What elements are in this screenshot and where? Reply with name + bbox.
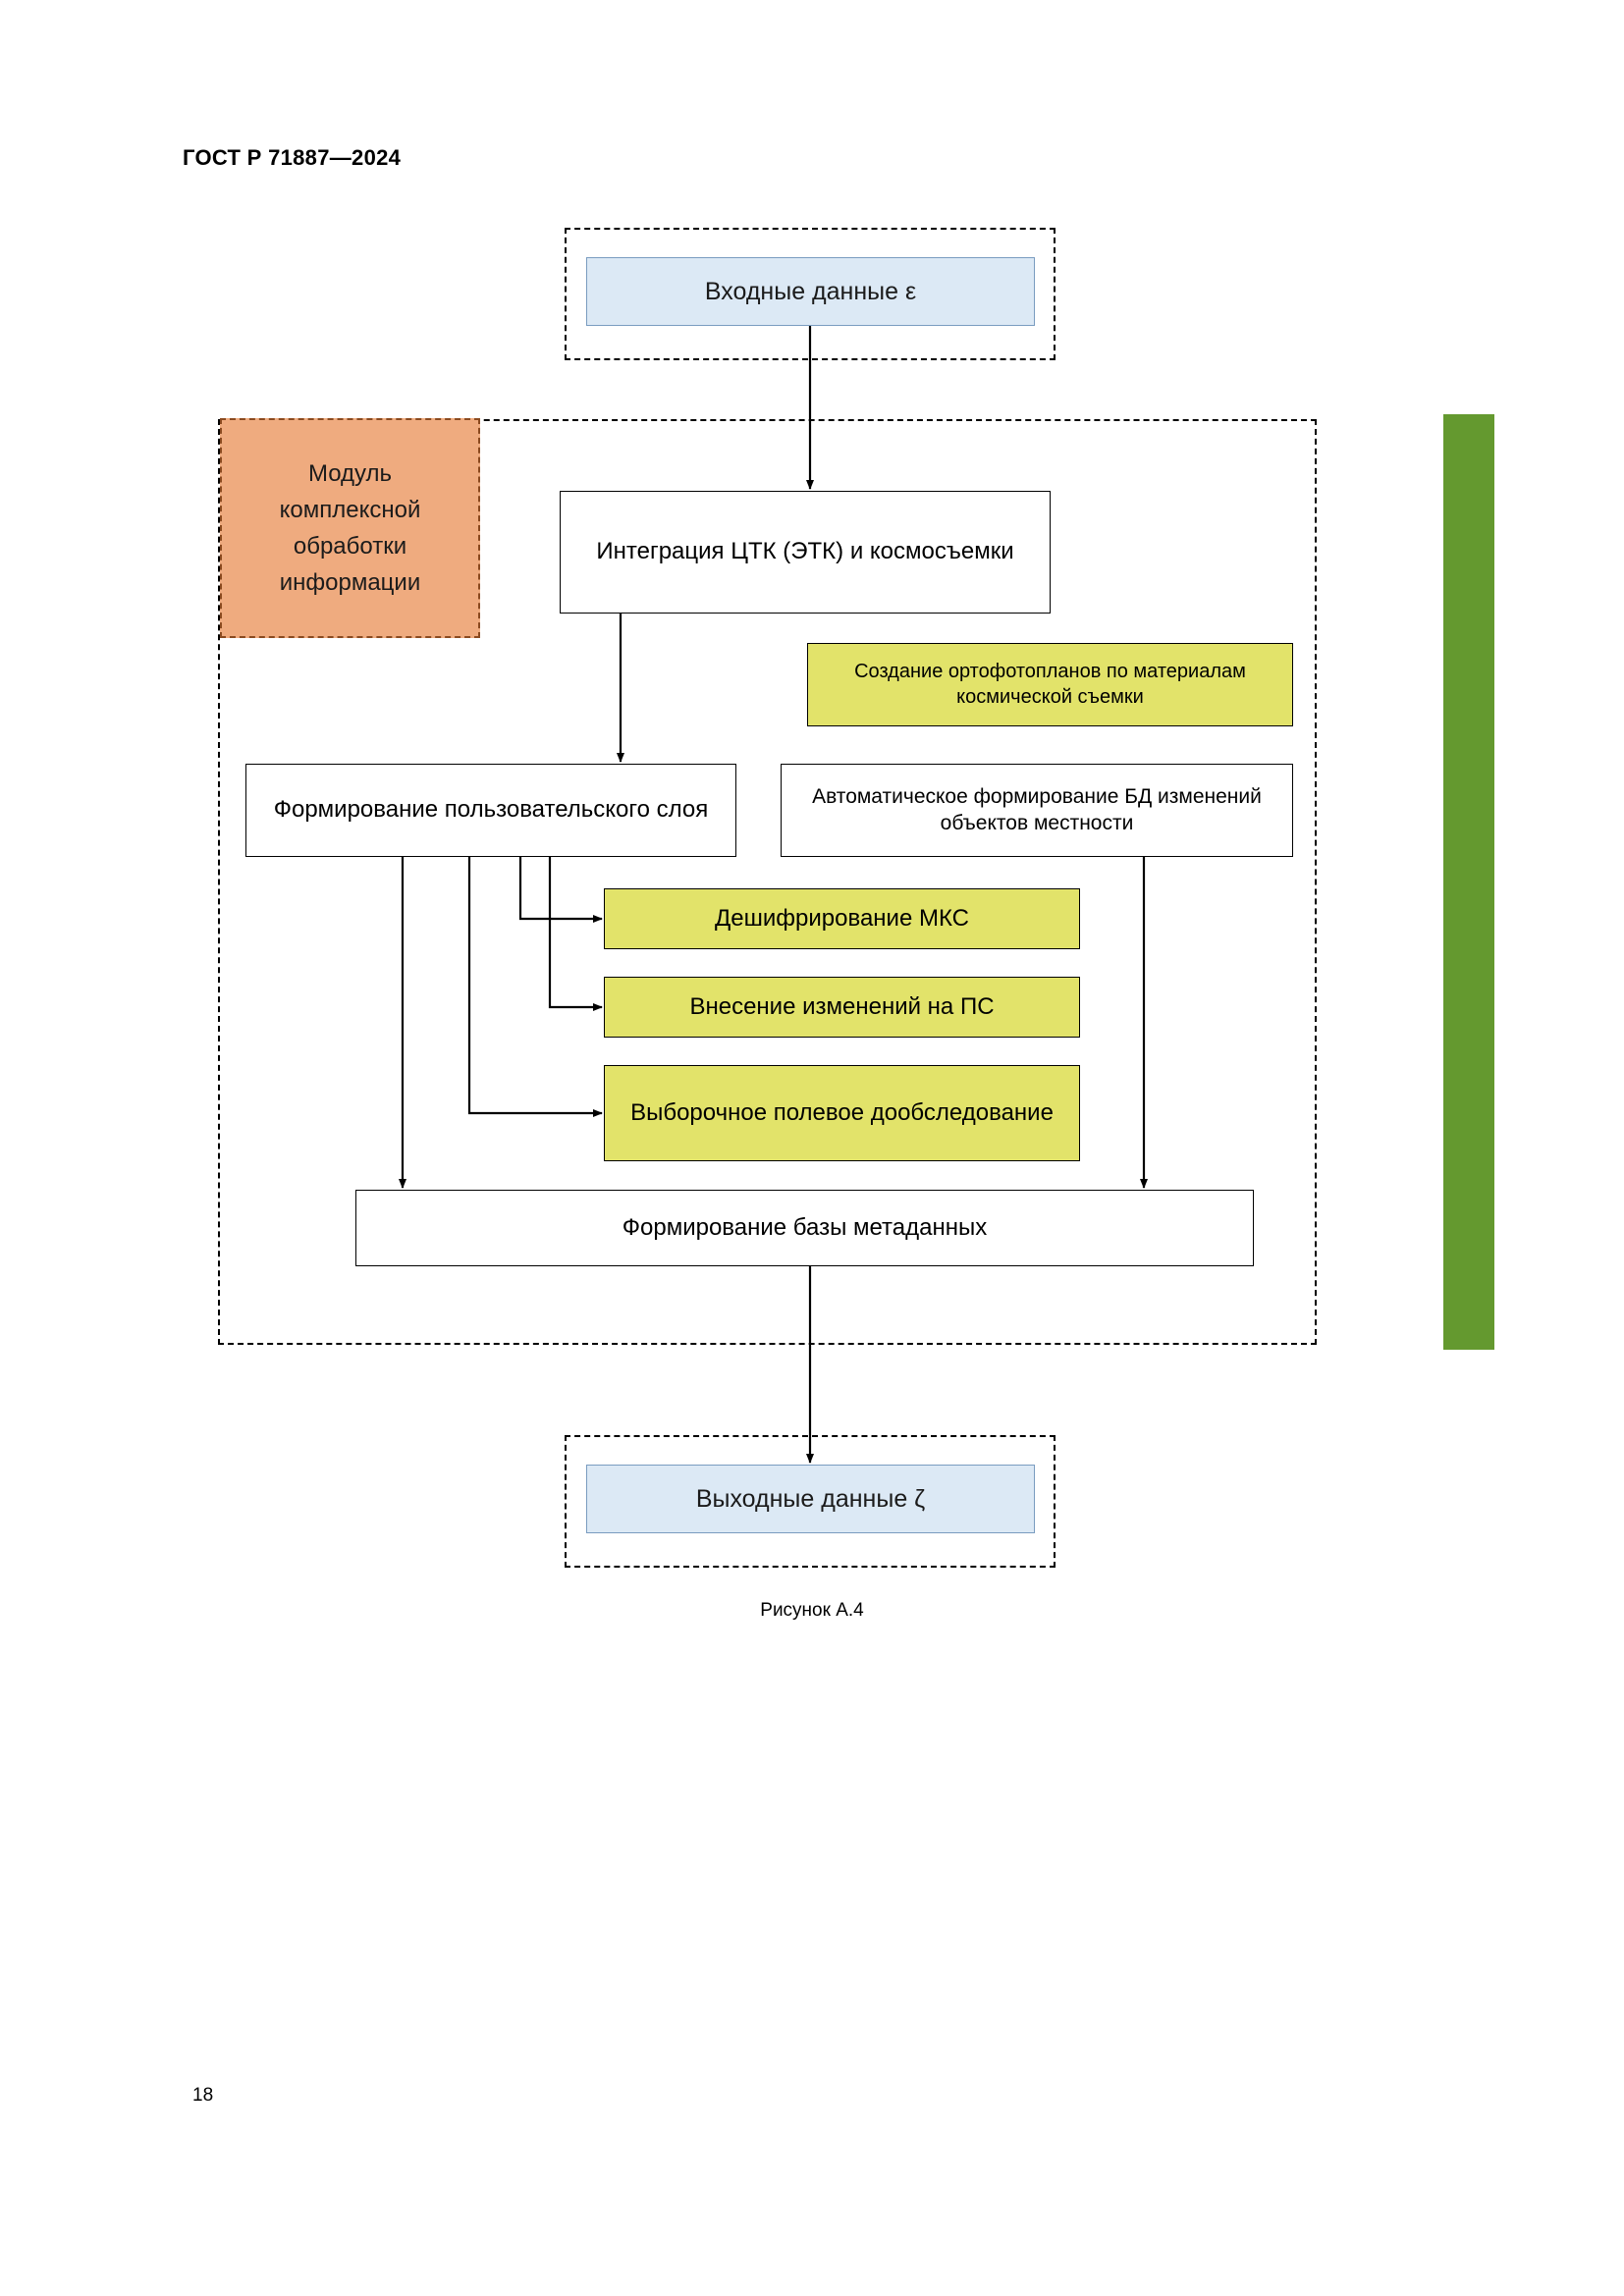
accent-bar (1443, 414, 1494, 1350)
node-integration[interactable] (560, 491, 1051, 614)
node-field-survey-label: Выборочное полевое дообследование (630, 1098, 1054, 1126)
node-output-data[interactable] (586, 1465, 1035, 1533)
node-module-line1: Модуль (307, 459, 393, 487)
node-user-layer-label: Формирование пользовательского слоя (273, 796, 709, 824)
node-metadata-base[interactable] (355, 1190, 1254, 1266)
node-decoding[interactable] (604, 888, 1080, 949)
page-number: 18 (192, 2085, 214, 2106)
node-auto-db[interactable] (781, 764, 1293, 857)
node-user-layer[interactable] (245, 764, 736, 857)
node-metadata-base-label: Формирование базы метаданных (622, 1213, 988, 1241)
node-module-line2: комплексной (279, 496, 421, 523)
node-module-line4: информации (279, 569, 421, 597)
node-output-data-label: Выходные данные ζ (695, 1485, 926, 1513)
document-header: ГОСТ Р 71887—2024 (183, 145, 402, 170)
node-changes-label: Внесение изменений на ПС (689, 992, 995, 1020)
node-orthophoto[interactable] (807, 643, 1293, 726)
node-changes[interactable] (604, 977, 1080, 1038)
figure-caption: Рисунок А.4 (760, 1600, 864, 1621)
node-field-survey[interactable] (604, 1065, 1080, 1161)
node-integration-label: Интеграция ЦТК (ЭТК) и космосъемки (596, 538, 1014, 565)
node-input-data[interactable] (586, 257, 1035, 326)
node-input-data-label: Входные данные ε (704, 278, 917, 305)
node-orthophoto-label: Создание ортофотопланов по материалам космической съемки (854, 660, 1246, 708)
node-decoding-label: Дешифрирование МКС (715, 904, 969, 932)
node-module-line3: обработки (293, 533, 407, 560)
node-auto-db-label: Автоматическое формирование БД изменений объектов местности (812, 784, 1262, 834)
node-module (220, 418, 480, 638)
